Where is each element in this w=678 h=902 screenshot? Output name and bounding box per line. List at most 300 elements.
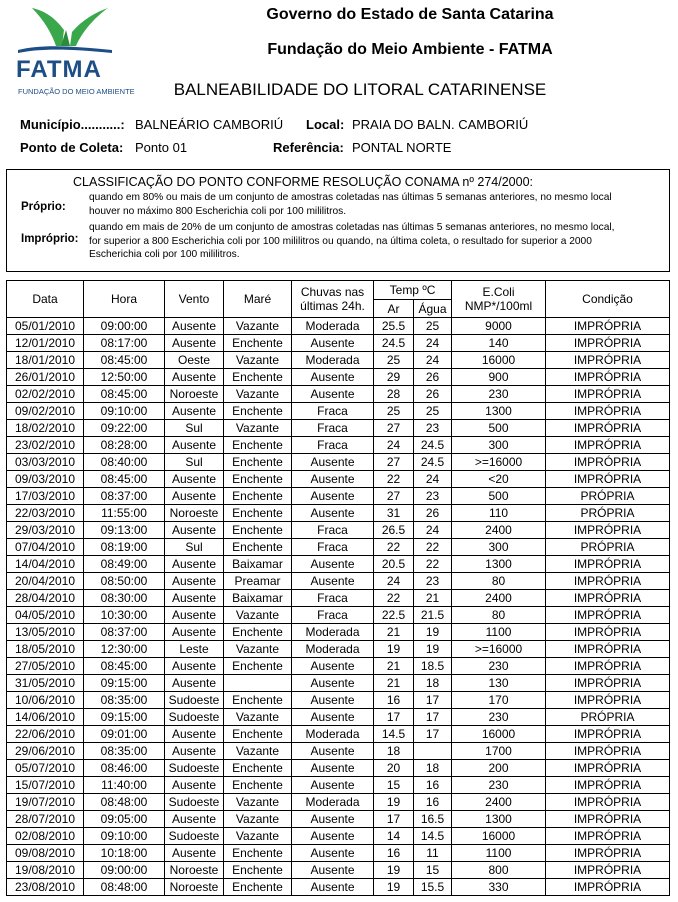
cell-temp-ar: 27 <box>374 454 414 471</box>
cell-condicao: IMPRÓPRIA <box>546 726 670 743</box>
cell-mare: Enchente <box>224 471 292 488</box>
cell-vento: Noroeste <box>165 862 224 879</box>
cell-hora: 10:18:00 <box>84 845 165 862</box>
logo-name: FATMA <box>16 56 102 83</box>
cell-ecoli: 170 <box>452 692 546 709</box>
table-row <box>7 624 670 641</box>
table-row <box>7 403 670 420</box>
proprio-text <box>89 191 669 218</box>
cell-vento: Ausente <box>165 318 224 335</box>
cell-data: 14/06/2010 <box>7 709 84 726</box>
cell-chuvas: Fraca <box>292 437 374 454</box>
table-row <box>7 539 670 556</box>
cell-data: 05/01/2010 <box>7 318 84 335</box>
local-label: Local: <box>306 117 345 132</box>
col-chuvas <box>292 281 374 318</box>
cell-vento: Ausente <box>165 522 224 539</box>
cell-condicao: IMPRÓPRIA <box>546 675 670 692</box>
cell-condicao: IMPRÓPRIA <box>546 845 670 862</box>
table-row <box>7 556 670 573</box>
cell-vento: Noroeste <box>165 386 224 403</box>
cell-temp-agua <box>414 743 452 760</box>
table-row <box>7 811 670 828</box>
table-row <box>7 709 670 726</box>
cell-data: 09/08/2010 <box>7 845 84 862</box>
cell-data: 09/02/2010 <box>7 403 84 420</box>
improprio-label: Impróprio: <box>21 233 79 245</box>
cell-vento: Ausente <box>165 471 224 488</box>
cell-temp-agua: 26 <box>414 369 452 386</box>
cell-vento: Ausente <box>165 369 224 386</box>
cell-ecoli: 9000 <box>452 318 546 335</box>
cell-temp-ar: 18 <box>374 743 414 760</box>
cell-temp-ar: 19 <box>374 641 414 658</box>
cell-condicao: IMPRÓPRIA <box>546 386 670 403</box>
improprio-line: for superior a 800 Escherichia coli por 100 mililitros ou quando, na última coleta, o resultado for superior a 2000 <box>89 235 592 247</box>
cell-chuvas: Moderada <box>292 318 374 335</box>
cell-temp-ar: 20 <box>374 760 414 777</box>
cell-hora: 12:50:00 <box>84 369 165 386</box>
table-row <box>7 352 670 369</box>
cell-ecoli: 16000 <box>452 726 546 743</box>
cell-mare: Enchente <box>224 624 292 641</box>
cell-temp-ar: 17 <box>374 709 414 726</box>
cell-data: 29/06/2010 <box>7 743 84 760</box>
cell-data: 14/04/2010 <box>7 556 84 573</box>
cell-vento: Ausente <box>165 590 224 607</box>
cell-chuvas: Ausente <box>292 828 374 845</box>
cell-chuvas: Fraca <box>292 607 374 624</box>
table-row <box>7 862 670 879</box>
cell-chuvas: Fraca <box>292 522 374 539</box>
cell-temp-agua: 21.5 <box>414 607 452 624</box>
cell-data: 02/08/2010 <box>7 828 84 845</box>
cell-ecoli: 330 <box>452 879 546 896</box>
cell-ecoli: 500 <box>452 488 546 505</box>
col-mare: Maré <box>224 281 292 318</box>
cell-temp-agua: 18.5 <box>414 658 452 675</box>
cell-ecoli: 230 <box>452 658 546 675</box>
cell-temp-ar: 17 <box>374 811 414 828</box>
cell-chuvas: Ausente <box>292 488 374 505</box>
cell-ecoli: <20 <box>452 471 546 488</box>
cell-ecoli: 80 <box>452 573 546 590</box>
cell-temp-agua: 23 <box>414 573 452 590</box>
cell-condicao: IMPRÓPRIA <box>546 624 670 641</box>
cell-condicao: IMPRÓPRIA <box>546 777 670 794</box>
cell-ecoli: 110 <box>452 505 546 522</box>
cell-condicao: IMPRÓPRIA <box>546 862 670 879</box>
cell-chuvas: Ausente <box>292 471 374 488</box>
cell-temp-agua: 15 <box>414 862 452 879</box>
cell-temp-ar: 14.5 <box>374 726 414 743</box>
cell-chuvas: Fraca <box>292 590 374 607</box>
cell-condicao: IMPRÓPRIA <box>546 879 670 896</box>
cell-hora: 09:10:00 <box>84 403 165 420</box>
cell-temp-agua: 24 <box>414 522 452 539</box>
cell-chuvas: Fraca <box>292 420 374 437</box>
cell-data: 23/08/2010 <box>7 879 84 896</box>
header-foundation: Fundação do Meio Ambiente - FATMA <box>267 41 553 58</box>
cell-hora: 08:28:00 <box>84 437 165 454</box>
cell-condicao: IMPRÓPRIA <box>546 471 670 488</box>
cell-chuvas: Fraca <box>292 539 374 556</box>
cell-mare: Vazante <box>224 318 292 335</box>
cell-data: 18/01/2010 <box>7 352 84 369</box>
cell-hora: 09:00:00 <box>84 318 165 335</box>
cell-ecoli: 300 <box>452 539 546 556</box>
cell-mare: Vazante <box>224 709 292 726</box>
cell-mare: Vazante <box>224 607 292 624</box>
cell-condicao: IMPRÓPRIA <box>546 760 670 777</box>
cell-chuvas: Ausente <box>292 879 374 896</box>
table-row <box>7 794 670 811</box>
improprio-text <box>89 221 669 262</box>
table-row <box>7 726 670 743</box>
cell-mare: Enchente <box>224 522 292 539</box>
cell-hora: 08:46:00 <box>84 760 165 777</box>
cell-condicao: IMPRÓPRIA <box>546 522 670 539</box>
table-row <box>7 641 670 658</box>
cell-data: 28/07/2010 <box>7 811 84 828</box>
cell-data: 19/07/2010 <box>7 794 84 811</box>
cell-temp-agua: 16 <box>414 794 452 811</box>
cell-temp-ar: 24.5 <box>374 335 414 352</box>
cell-condicao: IMPRÓPRIA <box>546 573 670 590</box>
cell-temp-ar: 25 <box>374 403 414 420</box>
cell-temp-ar: 20.5 <box>374 556 414 573</box>
cell-vento: Sudoeste <box>165 709 224 726</box>
cell-ecoli: >=16000 <box>452 641 546 658</box>
cell-mare: Vazante <box>224 828 292 845</box>
cell-hora: 08:37:00 <box>84 624 165 641</box>
cell-temp-agua: 16.5 <box>414 811 452 828</box>
cell-condicao: IMPRÓPRIA <box>546 420 670 437</box>
proprio-label: Próprio: <box>21 201 66 213</box>
proprio-line: houver no máximo 800 Escherichia coli por 100 mililitros. <box>89 205 347 217</box>
cell-mare: Preamar <box>224 573 292 590</box>
cell-mare: Vazante <box>224 386 292 403</box>
cell-temp-agua: 18 <box>414 760 452 777</box>
cell-data: 18/05/2010 <box>7 641 84 658</box>
cell-mare: Enchente <box>224 369 292 386</box>
col-ecoli-line2: NMP*/100ml <box>464 299 533 313</box>
logo-subtitle: FUNDAÇÃO DO MEIO AMBIENTE <box>18 87 135 96</box>
cell-temp-ar: 25 <box>374 352 414 369</box>
referencia-label: Referência: <box>273 140 344 155</box>
local-row <box>306 117 344 132</box>
table-row <box>7 828 670 845</box>
table-row <box>7 471 670 488</box>
cell-temp-agua: 17 <box>414 709 452 726</box>
proprio-line: quando em 80% ou mais de um conjunto de amostras coletadas nas últimas 5 semanas anteriores, no mesmo local <box>89 192 612 203</box>
col-chuvas-line2: últimas 24h. <box>300 299 365 313</box>
cell-temp-agua: 15.5 <box>414 879 452 896</box>
cell-condicao: IMPRÓPRIA <box>546 743 670 760</box>
col-ar: Ar <box>374 300 414 318</box>
cell-condicao: PRÓPRIA <box>546 709 670 726</box>
cell-condicao: IMPRÓPRIA <box>546 454 670 471</box>
cell-ecoli: 140 <box>452 335 546 352</box>
cell-temp-agua: 24 <box>414 352 452 369</box>
cell-hora: 09:00:00 <box>84 862 165 879</box>
cell-vento: Ausente <box>165 658 224 675</box>
cell-condicao: IMPRÓPRIA <box>546 692 670 709</box>
cell-hora: 08:50:00 <box>84 573 165 590</box>
cell-chuvas: Ausente <box>292 658 374 675</box>
improprio-line: quando em mais de 20% de um conjunto de amostras coletadas nas últimas 5 semanas anteriores, no mesmo local, <box>89 222 615 233</box>
cell-ecoli: 2400 <box>452 522 546 539</box>
cell-hora: 08:35:00 <box>84 743 165 760</box>
table-row <box>7 845 670 862</box>
cell-chuvas: Fraca <box>292 403 374 420</box>
cell-data: 19/08/2010 <box>7 862 84 879</box>
cell-mare: Enchente <box>224 403 292 420</box>
cell-temp-ar: 27 <box>374 420 414 437</box>
cell-hora: 08:40:00 <box>84 454 165 471</box>
cell-chuvas: Moderada <box>292 624 374 641</box>
cell-hora: 09:05:00 <box>84 811 165 828</box>
cell-condicao: IMPRÓPRIA <box>546 607 670 624</box>
cell-hora: 08:45:00 <box>84 352 165 369</box>
cell-data: 03/03/2010 <box>7 454 84 471</box>
cell-hora: 10:30:00 <box>84 607 165 624</box>
cell-mare: Enchente <box>224 505 292 522</box>
cell-mare: Enchente <box>224 454 292 471</box>
cell-condicao: IMPRÓPRIA <box>546 318 670 335</box>
cell-chuvas: Moderada <box>292 726 374 743</box>
cell-ecoli: 500 <box>452 420 546 437</box>
cell-ecoli: 1300 <box>452 556 546 573</box>
page-title: BALNEABILIDADE DO LITORAL CATARINENSE <box>173 80 547 99</box>
cell-hora: 08:49:00 <box>84 556 165 573</box>
cell-mare: Enchente <box>224 335 292 352</box>
cell-ecoli: 80 <box>452 607 546 624</box>
cell-condicao: IMPRÓPRIA <box>546 641 670 658</box>
cell-ecoli: 2400 <box>452 590 546 607</box>
cell-vento: Ausente <box>165 573 224 590</box>
municipio-label: Município...........: <box>20 117 125 132</box>
cell-temp-ar: 25.5 <box>374 318 414 335</box>
cell-vento: Sudoeste <box>165 760 224 777</box>
cell-condicao: IMPRÓPRIA <box>546 403 670 420</box>
cell-temp-agua: 19 <box>414 641 452 658</box>
col-chuvas-line1: Chuvas nas <box>300 285 365 299</box>
col-agua: Água <box>414 300 452 318</box>
cell-temp-ar: 28 <box>374 386 414 403</box>
cell-mare: Enchente <box>224 539 292 556</box>
cell-hora: 08:48:00 <box>84 879 165 896</box>
cell-temp-agua: 22 <box>414 539 452 556</box>
cell-mare: Vazante <box>224 641 292 658</box>
cell-vento: Ausente <box>165 675 224 692</box>
cell-ecoli: 1100 <box>452 624 546 641</box>
cell-temp-ar: 19 <box>374 862 414 879</box>
cell-temp-ar: 26.5 <box>374 522 414 539</box>
table-row <box>7 437 670 454</box>
cell-mare: Enchente <box>224 879 292 896</box>
cell-temp-ar: 29 <box>374 369 414 386</box>
cell-data: 15/07/2010 <box>7 777 84 794</box>
cell-chuvas: Moderada <box>292 352 374 369</box>
cell-condicao: IMPRÓPRIA <box>546 352 670 369</box>
cell-condicao: PRÓPRIA <box>546 505 670 522</box>
cell-mare: Enchente <box>224 760 292 777</box>
cell-condicao: IMPRÓPRIA <box>546 811 670 828</box>
cell-hora: 09:13:00 <box>84 522 165 539</box>
cell-mare: Vazante <box>224 794 292 811</box>
cell-temp-agua: 26 <box>414 386 452 403</box>
cell-hora: 11:40:00 <box>84 777 165 794</box>
cell-data: 28/04/2010 <box>7 590 84 607</box>
cell-vento: Ausente <box>165 726 224 743</box>
cell-mare: Enchente <box>224 777 292 794</box>
classification-box <box>6 169 670 272</box>
cell-hora: 08:48:00 <box>84 794 165 811</box>
table-row <box>7 777 670 794</box>
table-row <box>7 607 670 624</box>
cell-hora: 09:15:00 <box>84 709 165 726</box>
cell-chuvas: Ausente <box>292 386 374 403</box>
cell-temp-ar: 16 <box>374 845 414 862</box>
table-row <box>7 573 670 590</box>
table-body <box>7 318 670 896</box>
cell-temp-agua: 24 <box>414 471 452 488</box>
cell-vento: Ausente <box>165 403 224 420</box>
cell-chuvas: Ausente <box>292 335 374 352</box>
cell-temp-agua: 22 <box>414 556 452 573</box>
cell-temp-ar: 27 <box>374 488 414 505</box>
cell-condicao: IMPRÓPRIA <box>546 590 670 607</box>
col-condicao: Condição <box>546 281 670 318</box>
cell-condicao: IMPRÓPRIA <box>546 369 670 386</box>
table-row <box>7 760 670 777</box>
municipio-row <box>20 117 125 132</box>
cell-vento: Noroeste <box>165 879 224 896</box>
cell-vento: Sudoeste <box>165 794 224 811</box>
cell-data: 07/04/2010 <box>7 539 84 556</box>
cell-hora: 08:35:00 <box>84 692 165 709</box>
cell-hora: 08:45:00 <box>84 658 165 675</box>
cell-ecoli: 16000 <box>452 828 546 845</box>
cell-chuvas: Ausente <box>292 760 374 777</box>
cell-data: 04/05/2010 <box>7 607 84 624</box>
table-row <box>7 386 670 403</box>
cell-vento: Ausente <box>165 488 224 505</box>
cell-hora: 08:45:00 <box>84 471 165 488</box>
cell-chuvas: Ausente <box>292 743 374 760</box>
cell-data: 27/05/2010 <box>7 658 84 675</box>
cell-temp-ar: 24 <box>374 437 414 454</box>
cell-data: 22/03/2010 <box>7 505 84 522</box>
ponto-row <box>20 140 123 155</box>
table-header-row <box>7 281 670 300</box>
cell-chuvas: Ausente <box>292 675 374 692</box>
cell-temp-ar: 22 <box>374 471 414 488</box>
cell-condicao: IMPRÓPRIA <box>546 794 670 811</box>
col-vento: Vento <box>165 281 224 318</box>
cell-vento: Oeste <box>165 352 224 369</box>
cell-mare: Vazante <box>224 352 292 369</box>
col-temp: Temp ºC <box>374 281 452 300</box>
cell-temp-agua: 23 <box>414 488 452 505</box>
cell-temp-ar: 19 <box>374 879 414 896</box>
cell-mare: Enchente <box>224 692 292 709</box>
cell-temp-agua: 18 <box>414 675 452 692</box>
referencia-row <box>273 140 344 155</box>
cell-data: 20/04/2010 <box>7 573 84 590</box>
cell-chuvas: Ausente <box>292 369 374 386</box>
cell-data: 12/01/2010 <box>7 335 84 352</box>
cell-vento: Sudoeste <box>165 692 224 709</box>
cell-vento: Ausente <box>165 743 224 760</box>
cell-condicao: IMPRÓPRIA <box>546 828 670 845</box>
cell-ecoli: 130 <box>452 675 546 692</box>
cell-hora: 08:30:00 <box>84 590 165 607</box>
cell-chuvas: Moderada <box>292 641 374 658</box>
cell-data: 02/02/2010 <box>7 386 84 403</box>
cell-hora: 08:37:00 <box>84 488 165 505</box>
local-value: PRAIA DO BALN. CAMBORIÚ <box>352 117 529 132</box>
ponto-label: Ponto de Coleta: <box>20 140 124 155</box>
cell-temp-agua: 14.5 <box>414 828 452 845</box>
ponto-value: Ponto 01 <box>135 140 188 155</box>
table-row <box>7 420 670 437</box>
cell-hora: 12:30:00 <box>84 641 165 658</box>
cell-vento: Sudoeste <box>165 828 224 845</box>
cell-vento: Sul <box>165 420 224 437</box>
cell-vento: Ausente <box>165 811 224 828</box>
cell-ecoli: 1300 <box>452 403 546 420</box>
cell-mare <box>224 675 292 692</box>
cell-vento: Ausente <box>165 845 224 862</box>
table-row <box>7 675 670 692</box>
cell-chuvas: Ausente <box>292 709 374 726</box>
cell-condicao: IMPRÓPRIA <box>546 335 670 352</box>
cell-temp-ar: 14 <box>374 828 414 845</box>
cell-temp-ar: 21 <box>374 658 414 675</box>
cell-data: 22/06/2010 <box>7 726 84 743</box>
cell-vento: Ausente <box>165 624 224 641</box>
cell-data: 09/03/2010 <box>7 471 84 488</box>
table-row <box>7 743 670 760</box>
improprio-line: Escherichia coli por 100 mililitros. <box>89 249 240 260</box>
cell-hora: 08:17:00 <box>84 335 165 352</box>
cell-temp-agua: 24.5 <box>414 454 452 471</box>
cell-vento: Sul <box>165 454 224 471</box>
table-row <box>7 454 670 471</box>
cell-ecoli: 230 <box>452 709 546 726</box>
cell-hora: 09:01:00 <box>84 726 165 743</box>
cell-mare: Enchente <box>224 726 292 743</box>
cell-ecoli: 230 <box>452 386 546 403</box>
cell-chuvas: Ausente <box>292 811 374 828</box>
cell-data: 18/02/2010 <box>7 420 84 437</box>
cell-chuvas: Moderada <box>292 794 374 811</box>
cell-data: 23/02/2010 <box>7 437 84 454</box>
table-row <box>7 335 670 352</box>
cell-temp-agua: 25 <box>414 318 452 335</box>
col-ecoli-line1: E.Coli <box>482 285 515 299</box>
cell-mare: Enchente <box>224 437 292 454</box>
cell-temp-agua: 11 <box>414 845 452 862</box>
cell-temp-ar: 22 <box>374 539 414 556</box>
cell-ecoli: 800 <box>452 862 546 879</box>
cell-vento: Ausente <box>165 556 224 573</box>
table-row <box>7 505 670 522</box>
cell-chuvas: Ausente <box>292 505 374 522</box>
cell-mare: Vazante <box>224 420 292 437</box>
